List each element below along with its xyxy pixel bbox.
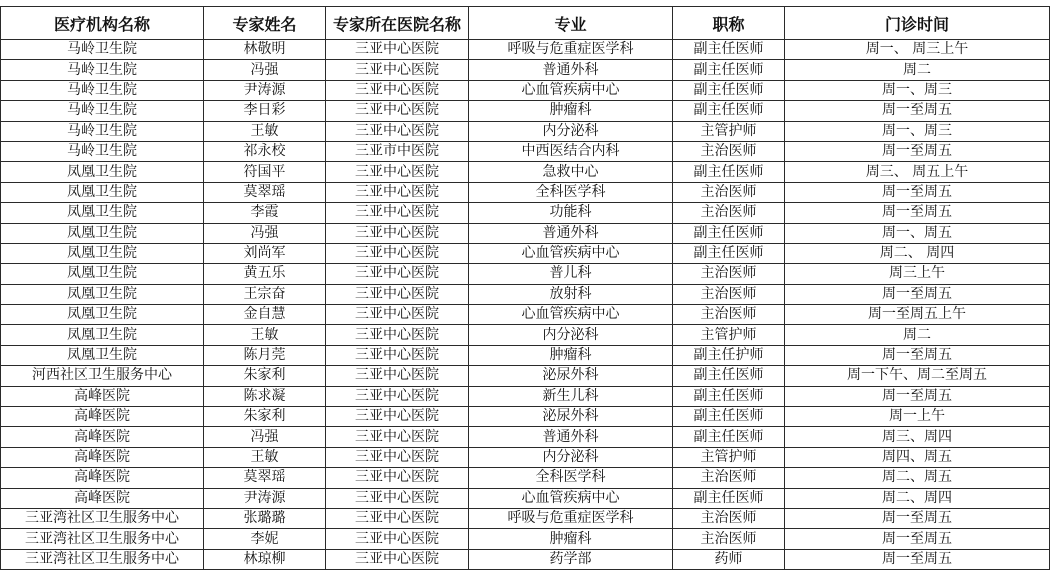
- cell-title: 副主任护师: [673, 345, 785, 365]
- cell-expert-name: 金自慧: [204, 305, 326, 325]
- cell-expert-hospital: 三亚中心医院: [326, 468, 469, 488]
- cell-specialty: 心血管疾病中心: [469, 488, 673, 508]
- table-row: [1, 264, 1050, 284]
- cell-institution: 马岭卫生院: [1, 141, 204, 161]
- table-body: [1, 40, 1050, 570]
- cell-clinic-time: 周三上午: [785, 264, 1050, 284]
- cell-clinic-time: 周一至周五: [785, 345, 1050, 365]
- cell-institution: 凤凰卫生院: [1, 182, 204, 202]
- cell-institution: 高峰医院: [1, 488, 204, 508]
- cell-institution: 三亚湾社区卫生服务中心: [1, 508, 204, 528]
- cell-expert-hospital: 三亚中心医院: [326, 264, 469, 284]
- cell-expert-name: 祁永校: [204, 141, 326, 161]
- table-row: [1, 284, 1050, 304]
- cell-clinic-time: 周三、 周五上午: [785, 162, 1050, 182]
- cell-clinic-time: 周二: [785, 325, 1050, 345]
- table-row: [1, 305, 1050, 325]
- header-expert-name: 专家姓名: [204, 7, 326, 40]
- cell-expert-hospital: 三亚市中医院: [326, 141, 469, 161]
- cell-institution: 河西社区卫生服务中心: [1, 366, 204, 386]
- table-row: [1, 345, 1050, 365]
- cell-expert-hospital: 三亚中心医院: [326, 366, 469, 386]
- cell-title: 主治医师: [673, 284, 785, 304]
- cell-title: 主治医师: [673, 264, 785, 284]
- cell-specialty: 肿瘤科: [469, 345, 673, 365]
- table-row: [1, 182, 1050, 202]
- cell-specialty: 心血管疾病中心: [469, 305, 673, 325]
- cell-expert-name: 王宗奋: [204, 284, 326, 304]
- cell-title: 副主任医师: [673, 223, 785, 243]
- cell-expert-hospital: 三亚中心医院: [326, 223, 469, 243]
- cell-institution: 凤凰卫生院: [1, 223, 204, 243]
- cell-expert-name: 王敏: [204, 447, 326, 467]
- cell-expert-name: 尹涛源: [204, 80, 326, 100]
- cell-title: 副主任医师: [673, 488, 785, 508]
- cell-specialty: 中西医结合内科: [469, 141, 673, 161]
- cell-specialty: 肿瘤科: [469, 101, 673, 121]
- table-row: [1, 488, 1050, 508]
- table-row: [1, 447, 1050, 467]
- clinic-schedule-table: [0, 6, 1050, 570]
- cell-expert-name: 朱家利: [204, 407, 326, 427]
- cell-specialty: 全科医学科: [469, 182, 673, 202]
- cell-institution: 马岭卫生院: [1, 80, 204, 100]
- cell-expert-name: 林敬明: [204, 40, 326, 60]
- table-row: [1, 468, 1050, 488]
- cell-expert-name: 陈月莞: [204, 345, 326, 365]
- header-specialty: 专业: [469, 7, 673, 40]
- table-row: [1, 60, 1050, 80]
- cell-expert-name: 李霞: [204, 203, 326, 223]
- cell-expert-hospital: 三亚中心医院: [326, 284, 469, 304]
- cell-specialty: 内分泌科: [469, 121, 673, 141]
- cell-institution: 凤凰卫生院: [1, 162, 204, 182]
- cell-expert-name: 王敏: [204, 325, 326, 345]
- table-row: [1, 549, 1050, 569]
- cell-expert-name: 王敏: [204, 121, 326, 141]
- cell-clinic-time: 周一至周五: [785, 386, 1050, 406]
- cell-clinic-time: 周一至周五: [785, 549, 1050, 569]
- cell-institution: 凤凰卫生院: [1, 203, 204, 223]
- cell-specialty: 功能科: [469, 203, 673, 223]
- cell-institution: 凤凰卫生院: [1, 284, 204, 304]
- cell-expert-hospital: 三亚中心医院: [326, 549, 469, 569]
- cell-title: 副主任医师: [673, 366, 785, 386]
- cell-specialty: 肿瘤科: [469, 529, 673, 549]
- cell-specialty: 新生儿科: [469, 386, 673, 406]
- cell-institution: 三亚湾社区卫生服务中心: [1, 549, 204, 569]
- table-row: [1, 325, 1050, 345]
- table-row: [1, 508, 1050, 528]
- cell-institution: 高峰医院: [1, 407, 204, 427]
- cell-clinic-time: 周四、周五: [785, 447, 1050, 467]
- cell-clinic-time: 周二、 周四: [785, 243, 1050, 263]
- cell-title: 主管护师: [673, 325, 785, 345]
- cell-specialty: 呼吸与危重症医学科: [469, 40, 673, 60]
- cell-clinic-time: 周一至周五上午: [785, 305, 1050, 325]
- cell-title: 主治医师: [673, 508, 785, 528]
- cell-clinic-time: 周二、周五: [785, 468, 1050, 488]
- cell-title: 主治医师: [673, 529, 785, 549]
- cell-institution: 马岭卫生院: [1, 60, 204, 80]
- cell-specialty: 普儿科: [469, 264, 673, 284]
- cell-expert-hospital: 三亚中心医院: [326, 529, 469, 549]
- cell-clinic-time: 周一至周五: [785, 141, 1050, 161]
- cell-title: 主管护师: [673, 447, 785, 467]
- cell-specialty: 普通外科: [469, 223, 673, 243]
- cell-specialty: 普通外科: [469, 60, 673, 80]
- cell-institution: 高峰医院: [1, 468, 204, 488]
- cell-expert-hospital: 三亚中心医院: [326, 488, 469, 508]
- cell-title: 副主任医师: [673, 407, 785, 427]
- cell-institution: 马岭卫生院: [1, 121, 204, 141]
- cell-expert-hospital: 三亚中心医院: [326, 60, 469, 80]
- cell-institution: 凤凰卫生院: [1, 345, 204, 365]
- cell-clinic-time: 周一下午、周二至周五: [785, 366, 1050, 386]
- cell-expert-hospital: 三亚中心医院: [326, 121, 469, 141]
- header-clinic-time: 门诊时间: [785, 7, 1050, 40]
- cell-expert-name: 陈求凝: [204, 386, 326, 406]
- cell-clinic-time: 周一至周五: [785, 203, 1050, 223]
- table-row: [1, 529, 1050, 549]
- table-row: [1, 162, 1050, 182]
- table-row: [1, 223, 1050, 243]
- cell-institution: 凤凰卫生院: [1, 243, 204, 263]
- cell-title: 副主任医师: [673, 80, 785, 100]
- cell-specialty: 药学部: [469, 549, 673, 569]
- cell-clinic-time: 周三、周四: [785, 427, 1050, 447]
- cell-expert-hospital: 三亚中心医院: [326, 305, 469, 325]
- cell-clinic-time: 周一、周三: [785, 121, 1050, 141]
- cell-clinic-time: 周二、周四: [785, 488, 1050, 508]
- cell-specialty: 放射科: [469, 284, 673, 304]
- cell-expert-name: 李日彩: [204, 101, 326, 121]
- cell-title: 主管护师: [673, 121, 785, 141]
- cell-clinic-time: 周一、 周三上午: [785, 40, 1050, 60]
- cell-clinic-time: 周一至周五: [785, 284, 1050, 304]
- cell-specialty: 心血管疾病中心: [469, 80, 673, 100]
- cell-institution: 凤凰卫生院: [1, 325, 204, 345]
- cell-specialty: 呼吸与危重症医学科: [469, 508, 673, 528]
- table-row: [1, 366, 1050, 386]
- cell-expert-name: 莫翠瑶: [204, 182, 326, 202]
- cell-specialty: 心血管疾病中心: [469, 243, 673, 263]
- cell-title: 主治医师: [673, 468, 785, 488]
- table-row: [1, 80, 1050, 100]
- header-institution: 医疗机构名称: [1, 7, 204, 40]
- cell-institution: 马岭卫生院: [1, 40, 204, 60]
- cell-expert-hospital: 三亚中心医院: [326, 427, 469, 447]
- cell-expert-hospital: 三亚中心医院: [326, 345, 469, 365]
- cell-expert-hospital: 三亚中心医院: [326, 325, 469, 345]
- table-row: [1, 40, 1050, 60]
- cell-expert-hospital: 三亚中心医院: [326, 182, 469, 202]
- cell-expert-hospital: 三亚中心医院: [326, 101, 469, 121]
- cell-clinic-time: 周一至周五: [785, 508, 1050, 528]
- cell-clinic-time: 周一至周五: [785, 101, 1050, 121]
- cell-title: 副主任医师: [673, 243, 785, 263]
- cell-clinic-time: 周一、周五: [785, 223, 1050, 243]
- cell-institution: 凤凰卫生院: [1, 264, 204, 284]
- cell-institution: 高峰医院: [1, 386, 204, 406]
- cell-expert-hospital: 三亚中心医院: [326, 386, 469, 406]
- cell-title: 主治医师: [673, 305, 785, 325]
- cell-expert-name: 朱家利: [204, 366, 326, 386]
- cell-expert-name: 冯强: [204, 427, 326, 447]
- cell-institution: 凤凰卫生院: [1, 305, 204, 325]
- cell-specialty: 内分泌科: [469, 325, 673, 345]
- cell-title: 副主任医师: [673, 162, 785, 182]
- table-row: [1, 386, 1050, 406]
- cell-expert-hospital: 三亚中心医院: [326, 162, 469, 182]
- cell-institution: 高峰医院: [1, 447, 204, 467]
- cell-title: 药师: [673, 549, 785, 569]
- cell-title: 副主任医师: [673, 60, 785, 80]
- cell-expert-name: 尹涛源: [204, 488, 326, 508]
- cell-expert-name: 冯强: [204, 60, 326, 80]
- cell-institution: 马岭卫生院: [1, 101, 204, 121]
- table-row: [1, 407, 1050, 427]
- table-row: [1, 243, 1050, 263]
- cell-specialty: 内分泌科: [469, 447, 673, 467]
- cell-clinic-time: 周一、周三: [785, 80, 1050, 100]
- header-expert-hospital: 专家所在医院名称: [326, 7, 469, 40]
- cell-expert-hospital: 三亚中心医院: [326, 40, 469, 60]
- cell-expert-name: 林琼柳: [204, 549, 326, 569]
- cell-expert-hospital: 三亚中心医院: [326, 407, 469, 427]
- cell-title: 主治医师: [673, 141, 785, 161]
- cell-expert-hospital: 三亚中心医院: [326, 508, 469, 528]
- cell-institution: 高峰医院: [1, 427, 204, 447]
- header-row: [1, 7, 1050, 40]
- cell-expert-hospital: 三亚中心医院: [326, 80, 469, 100]
- table-row: [1, 121, 1050, 141]
- table-row: [1, 141, 1050, 161]
- cell-specialty: 全科医学科: [469, 468, 673, 488]
- cell-expert-name: 符国平: [204, 162, 326, 182]
- cell-expert-name: 张璐璐: [204, 508, 326, 528]
- cell-title: 副主任医师: [673, 386, 785, 406]
- cell-expert-name: 黄五乐: [204, 264, 326, 284]
- table-row: [1, 203, 1050, 223]
- cell-expert-hospital: 三亚中心医院: [326, 243, 469, 263]
- cell-expert-hospital: 三亚中心医院: [326, 447, 469, 467]
- cell-clinic-time: 周一至周五: [785, 529, 1050, 549]
- cell-clinic-time: 周一至周五: [785, 182, 1050, 202]
- cell-expert-name: 冯强: [204, 223, 326, 243]
- cell-institution: 三亚湾社区卫生服务中心: [1, 529, 204, 549]
- cell-title: 主治医师: [673, 182, 785, 202]
- cell-title: 副主任医师: [673, 40, 785, 60]
- table-row: [1, 101, 1050, 121]
- cell-specialty: 泌尿外科: [469, 407, 673, 427]
- cell-expert-hospital: 三亚中心医院: [326, 203, 469, 223]
- cell-clinic-time: 周二: [785, 60, 1050, 80]
- cell-expert-name: 李妮: [204, 529, 326, 549]
- cell-expert-name: 刘尚军: [204, 243, 326, 263]
- cell-specialty: 普通外科: [469, 427, 673, 447]
- table-row: [1, 427, 1050, 447]
- cell-title: 主治医师: [673, 203, 785, 223]
- cell-specialty: 急救中心: [469, 162, 673, 182]
- cell-title: 副主任医师: [673, 101, 785, 121]
- cell-expert-name: 莫翠瑶: [204, 468, 326, 488]
- header-title: 职称: [673, 7, 785, 40]
- cell-title: 副主任医师: [673, 427, 785, 447]
- cell-specialty: 泌尿外科: [469, 366, 673, 386]
- cell-clinic-time: 周一上午: [785, 407, 1050, 427]
